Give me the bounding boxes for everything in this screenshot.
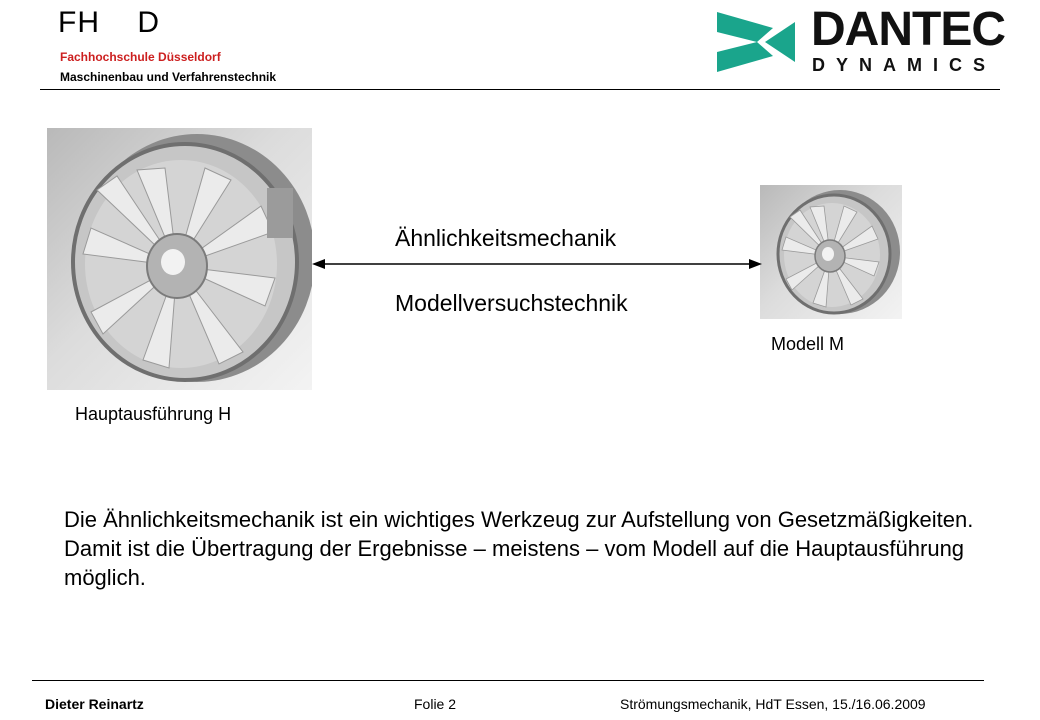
header-divider: [40, 89, 1000, 90]
prototype-fan-image: [47, 128, 312, 390]
body-text: [64, 505, 984, 592]
footer-divider: [32, 680, 984, 681]
body-paragraph-2: Damit ist die Übertragung der Ergebnisse – meistens – vom Modell auf die Hauptausführung möglich.: [64, 536, 965, 590]
footer-slide-number: Folie 2: [414, 696, 457, 712]
double-arrow-icon: [312, 256, 762, 272]
footer-author: Dieter Reinartz: [45, 696, 144, 712]
faculty-name: Maschinenbau und Verfahrenstechnik: [60, 70, 277, 84]
footer-course-info: Strömungsmechanik, HdT Essen, 15./16.06.2009: [620, 696, 926, 712]
school-name: Fachhochschule Düsseldorf: [60, 50, 221, 64]
term-similarity-mechanics: Ähnlichkeitsmechanik: [395, 225, 617, 251]
model-caption: Modell M: [771, 334, 845, 354]
model-fan-image: [760, 185, 902, 319]
dantec-dynamics-logo: [715, 3, 1005, 80]
body-paragraph-1: Die Ähnlichkeitsmechanik ist ein wichtiges Werkzeug zur Aufstellung von Gesetzmäßigkeiten.: [64, 507, 974, 532]
logo-wordmark-dynamics: DYNAMICS: [812, 55, 997, 75]
prototype-caption: Hauptausführung H: [75, 404, 232, 424]
dantec-mark-icon: [715, 8, 797, 76]
logo-wordmark-dantec: DANTEC: [811, 3, 1005, 56]
fh-logo-text: FH D: [58, 6, 160, 39]
term-model-testing-technique: Modellversuchstechnik: [395, 290, 628, 316]
